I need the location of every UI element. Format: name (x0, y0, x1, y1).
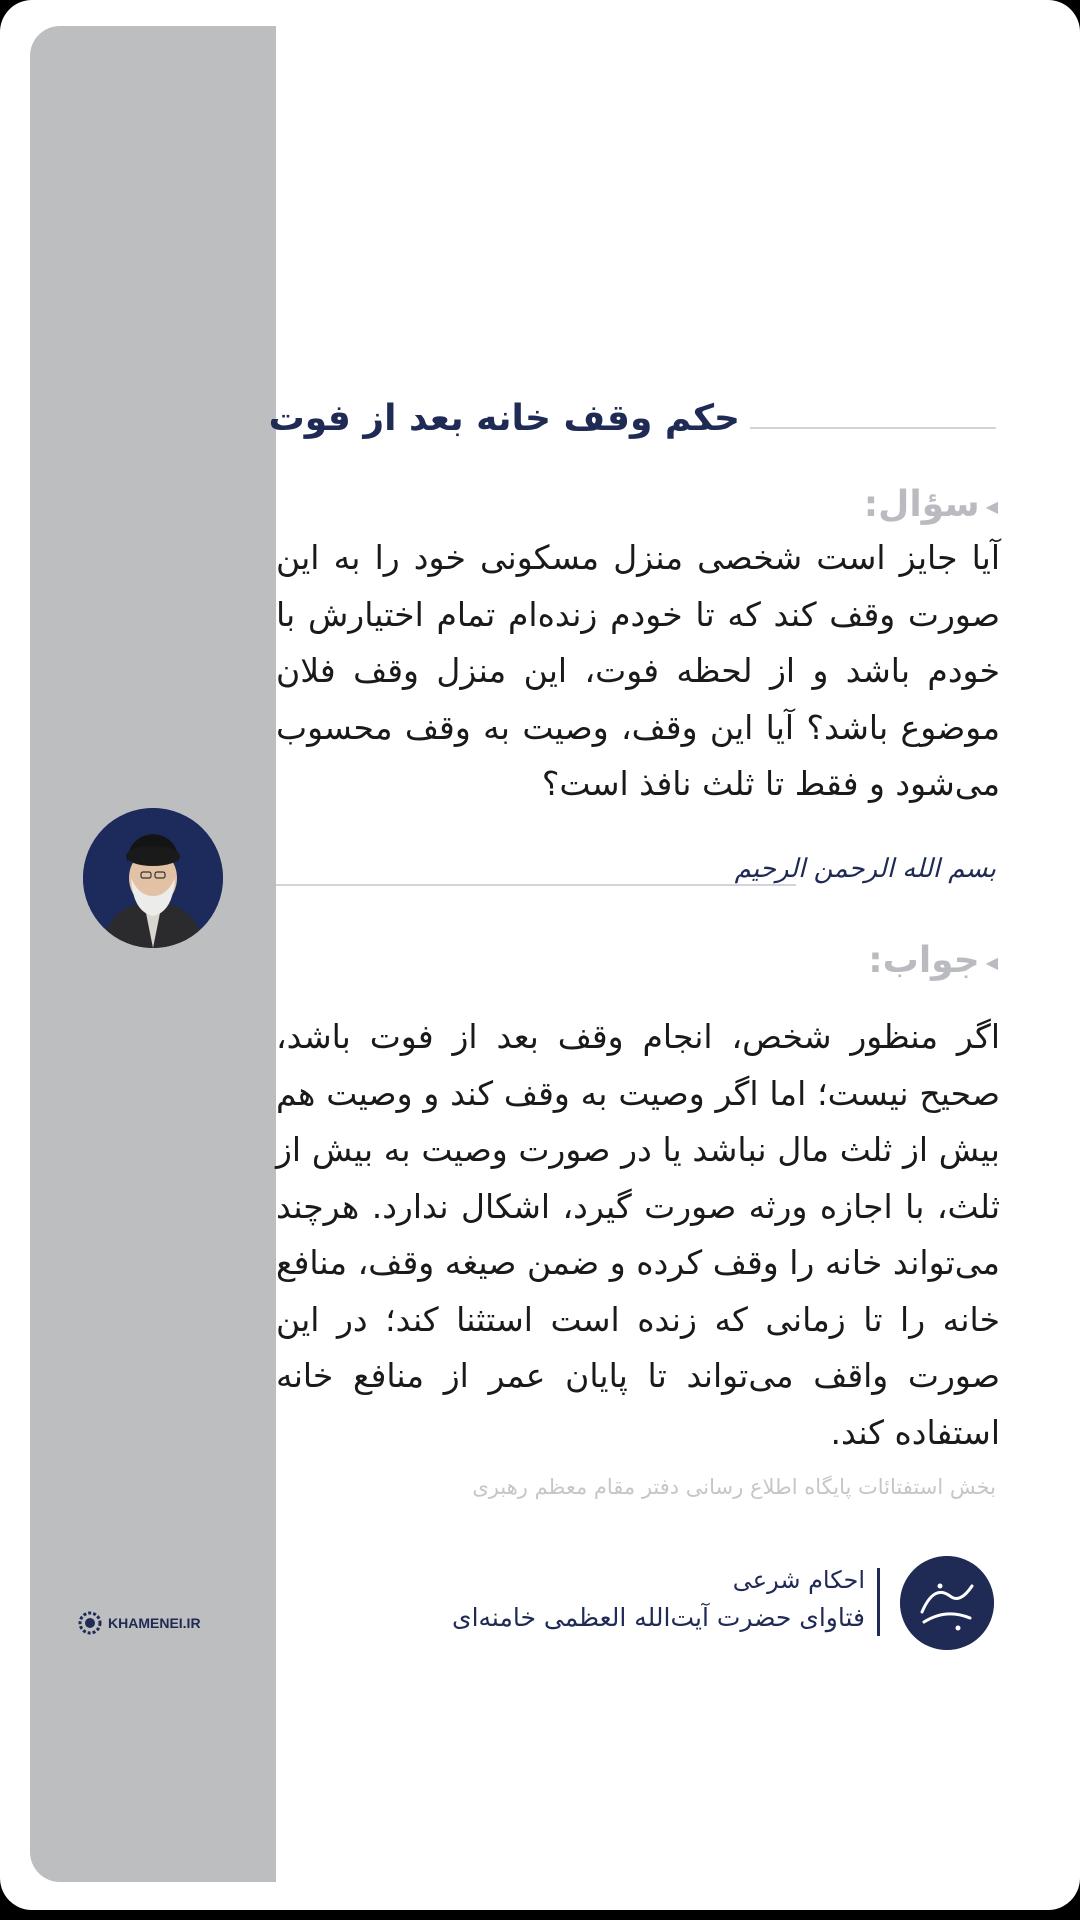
site-logo-text: KHAMENEI.IR (108, 1615, 201, 1631)
answer-label-text: جواب: (868, 940, 980, 981)
basmala-divider (276, 884, 796, 886)
basmala-calligraphy: بسم الله الرحمن الرحیم (734, 854, 996, 884)
footer-subtitle: فتاوای حضرت آیت‌الله العظمی خامنه‌ای (452, 1603, 865, 1632)
footer-divider (877, 1568, 880, 1636)
answer-text: اگر منظور شخص، انجام وقف بعد از فوت باشد، صحیح نیست؛ اما اگر وصیت به وقف کند و وصیت هم بیش از ثلث مال نباشد یا در صورت وصیت به بیش از ثلث، با اجازه ورثه صورت گیرد، اشکال ندارد. هرچند می‌تواند خانه را وقف کرده و ضمن صیغه وقف، منافع خانه را تا زمانی که زنده است استثنا کند؛ در این صورت واقف می‌تواند تا پایان عمر از منافع خانه استفاده کند. (276, 1017, 1000, 1452)
source-note: بخش استفتائات پایگاه اطلاع رسانی دفتر مقام معظم رهبری (472, 1475, 996, 1499)
leader-portrait-icon (83, 808, 223, 948)
side-band (30, 26, 276, 1882)
answer-label (868, 940, 998, 981)
triangle-left-icon: ◀ (985, 952, 998, 972)
title-divider (750, 427, 996, 429)
footer-category: احکام شرعی (732, 1566, 865, 1594)
question-label-text: سؤال: (863, 484, 980, 525)
khamenei-ir-logo-icon (76, 1608, 201, 1638)
fiqh-calligraphy-logo-icon (900, 1556, 994, 1650)
question-text: آیا جایز است شخصی منزل مسکونی خود را به این صورت وقف کند که تا خودم زنده‌ام تمام اختیارش با خودم باشد و از لحظه فوت، این منزل وقف فلان موضوع باشد؟ آیا این وقف، وصیت به وقف محسوب می‌شود و فقط تا ثلث نافذ است؟ (276, 538, 1000, 803)
triangle-left-icon: ◀ (985, 496, 998, 516)
page-title: حکم وقف خانه بعد از فوت (268, 398, 740, 439)
question-label (864, 484, 998, 525)
